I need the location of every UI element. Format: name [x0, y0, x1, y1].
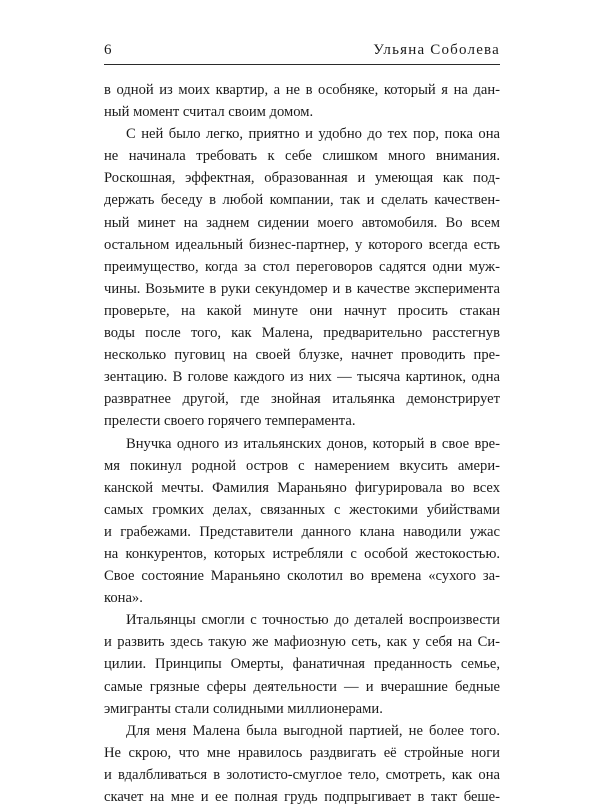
text-line: ный момент считал своим домом.	[104, 104, 314, 121]
paragraph	[104, 720, 500, 808]
text-line: преимущество, когда за стол переговоров садятся одни муж-	[104, 258, 500, 275]
text-line: С ней было легко, приятно и удобно до тех пор, пока она	[126, 126, 500, 143]
paragraph	[104, 123, 500, 432]
text-line: канской мечты. Фамилия Мараньяно фигурировала во всех	[104, 479, 500, 496]
text-line: держать беседу в любой компании, так и сделать качествен-	[104, 192, 500, 209]
running-title: Ульяна Соболева	[373, 42, 500, 58]
text-line: и развить здесь такую же мафиозную сеть, как у себя на Си-	[104, 634, 500, 651]
text-line: чины. Возьмите в руки секундомер и в качестве эксперимента	[104, 280, 500, 297]
text-line: не начинала требовать к себе слишком много внимания.	[104, 148, 500, 165]
text-line: Роскошная, эффектная, образованная и умеющая как под-	[104, 170, 500, 187]
text-line: развратнее другой, где знойная итальянка демонстрирует	[104, 391, 500, 408]
text-line: Внучка одного из итальянских донов, который в свое вре-	[126, 435, 500, 452]
text-line: прелести своего горячего темперамента.	[104, 413, 356, 430]
text-line: цилии. Принципы Омерты, фанатичная преданность семье,	[104, 656, 500, 673]
text-line: проверьте, на какой минуте они начнут просить стакан	[104, 302, 500, 319]
page-number: 6	[104, 42, 112, 58]
text-line: в одной из моих квартир, а не в особняке, который я на дан-	[104, 82, 500, 98]
text-line: зентацию. В голове каждого из них — тысяча картинок, одна	[104, 369, 500, 386]
text-line: Не скрою, что мне нравилось раздвигать её стройные ноги	[104, 744, 500, 761]
text-line: мя покинул родной остров с намерением вкусить амери-	[104, 457, 500, 474]
text-line: Для меня Малена была выгодной партией, не более того.	[126, 722, 500, 739]
text-line: самых громких делах, связанных с жестокими убийствами	[104, 501, 500, 518]
paragraph	[104, 79, 500, 123]
text-line: Итальянцы смогли с точностью до деталей воспроизвести	[126, 612, 500, 629]
body-text	[104, 79, 500, 808]
text-line: ный минет на заднем сидении моего автомобиля. Во всем	[104, 214, 500, 231]
text-line: остальном идеальный бизнес-партнер, у которого всегда есть	[104, 236, 500, 253]
text-line: и грабежами. Представители данного клана наводили ужас	[104, 523, 500, 540]
text-line: эмигранты стали солидными миллионерами.	[104, 700, 383, 717]
text-line: самые грязные сферы деятельности — и вчерашние бедные	[104, 678, 500, 695]
text-line: и вдалбливаться в золотисто-смуглое тело, смотреть, как она	[104, 766, 500, 783]
text-line: на конкурентов, которых истребляли с особой жестокостью.	[104, 545, 500, 562]
text-line: скачет на мне и ее полная грудь подпрыгивает в такт беше-	[104, 789, 500, 805]
text-line: несколько пуговиц на своей блузке, начнет проводить пре-	[104, 347, 500, 364]
paragraph	[104, 433, 500, 610]
page-header	[104, 40, 500, 65]
paragraph	[104, 609, 500, 719]
text-line: Свое состояние Мараньяно сколотил во времена «сухого за-	[104, 568, 500, 585]
text-line: кона».	[104, 590, 143, 607]
text-line: воды после того, как Малена, предварительно расстегнув	[104, 325, 500, 342]
